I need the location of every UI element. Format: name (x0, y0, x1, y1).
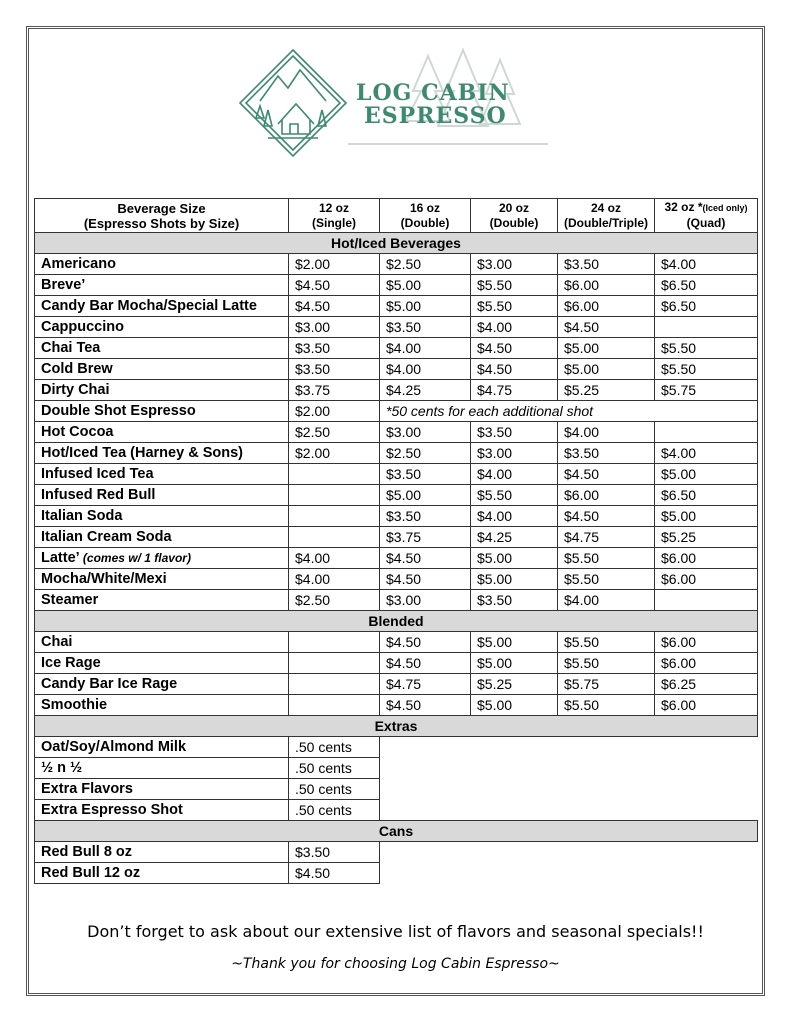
price-cell: $4.00 (558, 422, 655, 443)
price-cell: $5.50 (471, 296, 558, 317)
item-name: Breve’ (35, 275, 289, 296)
price-cell (289, 632, 380, 653)
price-cell: $4.00 (655, 254, 758, 275)
item-name: Red Bull 8 oz (35, 842, 289, 863)
price-cell: $5.50 (558, 569, 655, 590)
price-cell (289, 485, 380, 506)
brand-name-line2: ESPRESSO (364, 103, 507, 129)
price-cell: $5.00 (471, 653, 558, 674)
item-name: Americano (35, 254, 289, 275)
price-cell: $4.50 (380, 569, 471, 590)
menu-item-row (35, 653, 758, 674)
price-cell (289, 695, 380, 716)
price-cell: $5.50 (558, 632, 655, 653)
empty-space (380, 800, 758, 821)
price-cell (655, 422, 758, 443)
price-cell: $5.00 (380, 296, 471, 317)
menu-item-row (35, 275, 758, 296)
item-name: Cold Brew (35, 359, 289, 380)
price-cell: $5.00 (380, 275, 471, 296)
price-cell: $3.00 (471, 254, 558, 275)
price-cell: $6.00 (655, 548, 758, 569)
size-header-16oz: 16 oz (Double) (380, 199, 471, 233)
item-name: Chai (35, 632, 289, 653)
footer-flavors-note: Don’t forget to ask about our extensive list of flavors and seasonal specials!! (87, 922, 704, 941)
menu-item-row (35, 548, 758, 569)
price-cell: $4.50 (471, 359, 558, 380)
price-cell: $4.50 (380, 632, 471, 653)
price-cell: $6.00 (655, 695, 758, 716)
price-cell: $3.50 (471, 590, 558, 611)
price-cell: $6.50 (655, 485, 758, 506)
item-name: Mocha/White/Mexi (35, 569, 289, 590)
price-cell: $6.00 (558, 275, 655, 296)
price-cell: $5.00 (380, 485, 471, 506)
menu-item-row (35, 842, 758, 863)
price-cell: $5.50 (655, 338, 758, 359)
size-header-20oz: 20 oz (Double) (471, 199, 558, 233)
menu-item-row (35, 359, 758, 380)
price-cell: $5.00 (471, 632, 558, 653)
price-cell: $6.25 (655, 674, 758, 695)
menu-item-row (35, 632, 758, 653)
menu-item-row (35, 737, 758, 758)
price-cell: $5.50 (558, 548, 655, 569)
price-cell: $5.50 (471, 275, 558, 296)
blended-section-heading: Blended (35, 611, 758, 632)
menu-item-row (35, 338, 758, 359)
menu-item-row (35, 443, 758, 464)
price-cell (655, 317, 758, 338)
price-cell: $3.50 (289, 842, 380, 863)
item-name: Dirty Chai (35, 380, 289, 401)
menu-item-row (35, 527, 758, 548)
price-cell: $4.50 (558, 317, 655, 338)
menu-item-row (35, 422, 758, 443)
menu-item-row (35, 506, 758, 527)
price-cell: .50 cents (289, 737, 380, 758)
price-cell (655, 590, 758, 611)
item-name: Italian Soda (35, 506, 289, 527)
menu-item-row (35, 464, 758, 485)
price-cell: $3.00 (289, 317, 380, 338)
price-cell: $5.50 (655, 359, 758, 380)
price-cell: $4.50 (289, 863, 380, 884)
price-cell: $3.50 (380, 464, 471, 485)
price-cell: $3.50 (289, 338, 380, 359)
price-cell: $4.00 (289, 548, 380, 569)
price-cell: .50 cents (289, 800, 380, 821)
price-cell: $4.00 (289, 569, 380, 590)
price-cell: $2.50 (380, 254, 471, 275)
price-cell: $5.50 (558, 695, 655, 716)
extras-section-row (35, 716, 758, 737)
empty-space (380, 737, 758, 758)
item-name: Smoothie (35, 695, 289, 716)
price-cell: $4.50 (471, 338, 558, 359)
price-cell: $6.00 (558, 485, 655, 506)
price-cell: $6.00 (655, 653, 758, 674)
shot-note: *50 cents for each additional shot (380, 401, 758, 422)
price-cell: $5.25 (558, 380, 655, 401)
item-name: Infused Red Bull (35, 485, 289, 506)
hot-iced-section-heading: Hot/Iced Beverages (35, 233, 758, 254)
price-cell: $5.50 (471, 485, 558, 506)
price-cell: $5.00 (558, 359, 655, 380)
price-cell: .50 cents (289, 779, 380, 800)
item-name: Ice Rage (35, 653, 289, 674)
item-name: Red Bull 12 oz (35, 863, 289, 884)
price-cell: $5.25 (471, 674, 558, 695)
size-header-12oz: 12 oz (Single) (289, 199, 380, 233)
menu-item-row (35, 674, 758, 695)
price-cell: $2.00 (289, 401, 380, 422)
menu-item-row (35, 569, 758, 590)
menu-item-row (35, 590, 758, 611)
price-cell: $3.50 (558, 254, 655, 275)
price-cell: $2.50 (380, 443, 471, 464)
price-cell: $4.50 (380, 548, 471, 569)
price-cell (289, 506, 380, 527)
price-cell (289, 527, 380, 548)
item-name: Candy Bar Ice Rage (35, 674, 289, 695)
price-cell: $4.50 (289, 296, 380, 317)
price-cell: $4.75 (558, 527, 655, 548)
price-cell: $6.00 (655, 569, 758, 590)
empty-space (380, 779, 758, 800)
price-cell: $5.75 (558, 674, 655, 695)
item-name: Oat/Soy/Almond Milk (35, 737, 289, 758)
price-cell: $4.50 (289, 275, 380, 296)
item-name: Infused Iced Tea (35, 464, 289, 485)
item-name: Steamer (35, 590, 289, 611)
price-cell: $3.50 (380, 317, 471, 338)
price-cell: $6.50 (655, 296, 758, 317)
menu-item-row (35, 401, 758, 422)
price-cell: $4.00 (558, 590, 655, 611)
price-cell: $4.00 (380, 338, 471, 359)
price-cell: $3.50 (289, 359, 380, 380)
empty-space (380, 758, 758, 779)
item-name: Hot Cocoa (35, 422, 289, 443)
price-cell: $3.50 (558, 443, 655, 464)
price-cell: $5.25 (655, 527, 758, 548)
price-cell: $4.75 (380, 674, 471, 695)
price-cell: $4.00 (471, 506, 558, 527)
price-cell: $5.75 (655, 380, 758, 401)
item-name: Cappuccino (35, 317, 289, 338)
price-cell: .50 cents (289, 758, 380, 779)
price-cell: $3.50 (380, 506, 471, 527)
price-cell: $4.50 (380, 653, 471, 674)
price-cell: $4.25 (380, 380, 471, 401)
price-cell: $3.00 (471, 443, 558, 464)
price-cell: $3.50 (471, 422, 558, 443)
price-cell: $5.50 (558, 653, 655, 674)
price-cell: $3.00 (380, 422, 471, 443)
price-cell: $5.00 (655, 506, 758, 527)
price-cell: $4.50 (558, 464, 655, 485)
extras-section-heading: Extras (35, 716, 758, 737)
price-cell: $4.75 (471, 380, 558, 401)
menu-item-row (35, 296, 758, 317)
menu-table (34, 198, 758, 884)
menu-item-row (35, 485, 758, 506)
menu-item-row (35, 380, 758, 401)
size-header-row (35, 199, 758, 233)
item-name: Chai Tea (35, 338, 289, 359)
footer-thank-you: ~Thank you for choosing Log Cabin Espresso~ (231, 956, 560, 972)
menu-item-row (35, 317, 758, 338)
price-cell: $5.00 (558, 338, 655, 359)
price-cell: $3.00 (380, 590, 471, 611)
blended-section-row (35, 611, 758, 632)
size-header-32oz: 32 oz *(Iced only) (Quad) (655, 199, 758, 233)
price-cell: $3.75 (289, 380, 380, 401)
size-header-label: Beverage Size (Espresso Shots by Size) (35, 199, 289, 233)
cans-section-row (35, 821, 758, 842)
price-cell: $5.00 (471, 695, 558, 716)
hot-iced-section-row (35, 233, 758, 254)
price-cell (289, 653, 380, 674)
size-header-24oz: 24 oz (Double/Triple) (558, 199, 655, 233)
menu-item-row (35, 695, 758, 716)
menu-item-row (35, 779, 758, 800)
item-name: Candy Bar Mocha/Special Latte (35, 296, 289, 317)
empty-space (380, 863, 758, 884)
price-cell: $2.00 (289, 443, 380, 464)
item-name: Hot/Iced Tea (Harney & Sons) (35, 443, 289, 464)
price-cell: $6.00 (558, 296, 655, 317)
price-cell: $4.00 (380, 359, 471, 380)
price-cell: $4.25 (471, 527, 558, 548)
price-cell: $4.50 (558, 506, 655, 527)
cans-section-heading: Cans (35, 821, 758, 842)
price-cell: $6.50 (655, 275, 758, 296)
price-cell: $4.00 (471, 317, 558, 338)
item-name: Extra Espresso Shot (35, 800, 289, 821)
item-name: Italian Cream Soda (35, 527, 289, 548)
price-cell: $4.50 (380, 695, 471, 716)
price-cell: $6.00 (655, 632, 758, 653)
price-cell: $5.00 (471, 569, 558, 590)
price-cell: $4.00 (471, 464, 558, 485)
price-cell (289, 674, 380, 695)
price-cell: $2.50 (289, 590, 380, 611)
menu-item-row (35, 863, 758, 884)
item-name: ½ n ½ (35, 758, 289, 779)
menu-item-row (35, 254, 758, 275)
price-cell: $2.00 (289, 254, 380, 275)
item-name: Extra Flavors (35, 779, 289, 800)
price-cell: $5.00 (471, 548, 558, 569)
empty-space (380, 842, 758, 863)
item-name: Double Shot Espresso (35, 401, 289, 422)
menu-item-row (35, 800, 758, 821)
price-cell: $5.00 (655, 464, 758, 485)
price-cell: $4.00 (655, 443, 758, 464)
brand-name-line1: LOG CABIN (356, 80, 510, 106)
price-cell (289, 464, 380, 485)
price-cell: $3.75 (380, 527, 471, 548)
menu-item-row (35, 758, 758, 779)
price-cell: $2.50 (289, 422, 380, 443)
item-name: Latte’ (comes w/ 1 flavor) (35, 548, 289, 569)
